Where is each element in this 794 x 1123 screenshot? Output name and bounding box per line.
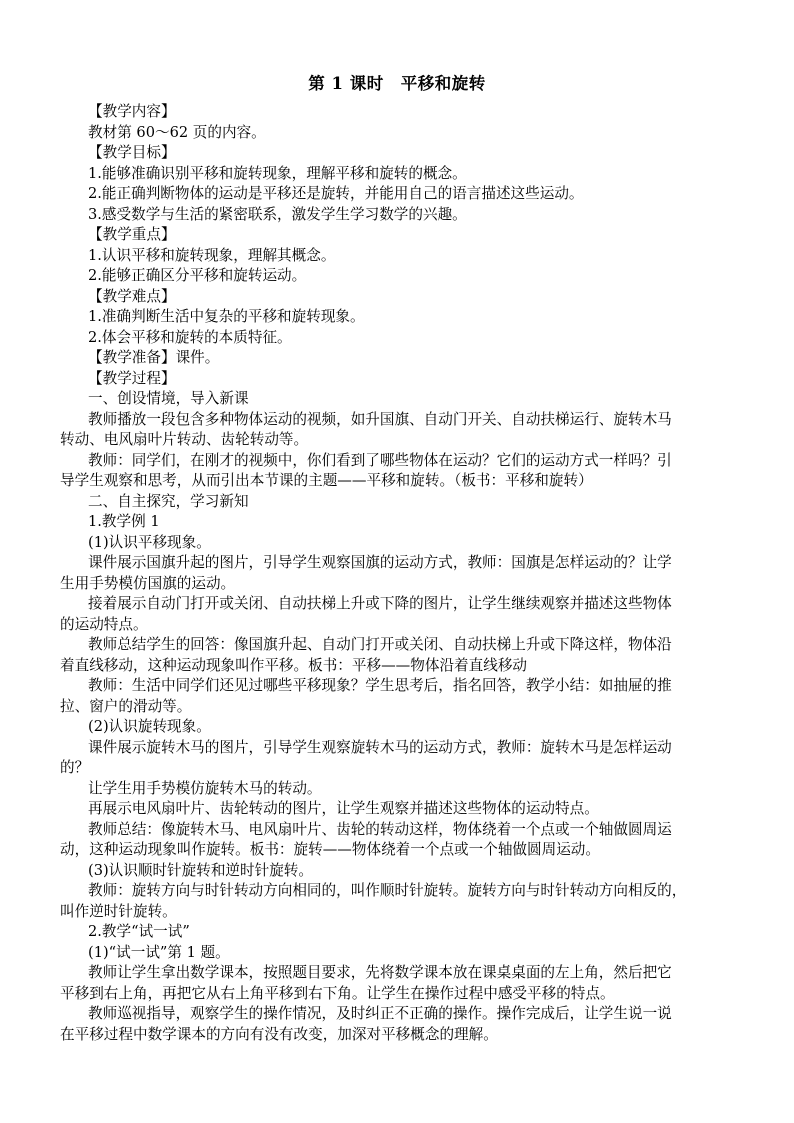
paragraph-line: 教师总结：像旋转木马、电风扇叶片、齿轮的转动这样，物体绕着一个点或一个轴做圆周运: [88, 820, 672, 838]
paragraph-line: 平移到右上角，再把它从右上角平移到右下角。让学生在操作过程中感受平移的特点。: [60, 984, 615, 1002]
heading-objectives: 【教学目标】: [88, 144, 176, 161]
subsection-heading: (2)认识旋转现象。: [88, 718, 211, 735]
key-point-item: 1.认识平移和旋转现象，理解其概念。: [88, 246, 336, 264]
section-heading: 一、创设情境，导入新课: [88, 390, 249, 407]
paragraph-line: 教师：旋转方向与时针转动方向相同的，叫作顺时针旋转。旋转方向与时针转动方向相反的，: [88, 882, 687, 899]
paragraph-line: 的？: [60, 759, 90, 776]
paragraph-line: 转动、电风扇叶片转动、齿轮转动等。: [60, 431, 309, 448]
lesson-body: [60, 102, 739, 1045]
paragraph-line: 着直线移动，这种运动现象叫作平移。板书：平移——物体沿着直线移动: [60, 656, 528, 674]
heading-difficulties: 【教学难点】: [88, 287, 176, 305]
paragraph-line: 教师：同学们，在刚才的视频中，你们看到了哪些物体在运动？它们的运动方式一样吗？引: [88, 451, 672, 469]
paragraph-line: 教师播放一段包含多种物体运动的视频，如升国旗、自动门开关、自动扶梯运行、旋转木马: [88, 410, 672, 428]
heading-process: 【教学过程】: [88, 369, 176, 387]
paragraph-line: 接着展示自动门打开或关闭、自动扶梯上升或下降的图片，让学生继续观察并描述这些物体: [88, 595, 672, 612]
paragraph-line: 教师总结学生的回答：像国旗升起、自动门打开或关闭、自动扶梯上升或下降这样，物体沿: [88, 636, 672, 653]
paragraph-line: 生用手势模仿国旗的运动。: [60, 574, 236, 592]
heading-content: 【教学内容】: [88, 103, 176, 120]
paragraph-line: 动，这种运动现象叫作旋转。板书：旋转——物体绕着一个点或一个轴做圆周运动。: [60, 841, 600, 858]
difficulty-item: 1.准确判断生活中复杂的平移和旋转现象。: [88, 308, 365, 325]
heading-preparation: 【教学准备】课件。: [88, 349, 220, 366]
paragraph-line: 教师巡视指导，观察学生的操作情况，及时纠正不正确的操作。操作完成后，让学生说一说: [88, 1005, 672, 1022]
paragraph-line: 教师：生活中同学们还见过哪些平移现象？学生思考后，指名回答，教学小结：如抽屉的推: [88, 677, 672, 694]
paragraph-line: 在平移过程中数学课本的方向有没有改变，加深对平移概念的理解。: [60, 1025, 498, 1043]
objective-item: 3.感受数学与生活的紧密联系，激发学生学习数学的兴趣。: [88, 205, 467, 223]
paragraph-line: 的运动特点。: [60, 615, 148, 633]
paragraph-line: 教材第 60～62 页的内容。: [88, 123, 266, 141]
difficulty-item: 2.体会平移和旋转的本质特征。: [88, 328, 292, 346]
paragraph-line: 课件展示国旗升起的图片，引导学生观察国旗的运动方式，教师：国旗是怎样运动的？让学: [88, 554, 672, 571]
section-heading: 二、自主探究，学习新知: [88, 492, 249, 510]
paragraph-line: 课件展示旋转木马的图片，引导学生观察旋转木马的运动方式，教师：旋转木马是怎样运动: [88, 738, 672, 756]
paragraph-line: 拉、窗户的滑动等。: [60, 697, 192, 715]
paragraph-line: 叫作逆时针旋转。: [60, 902, 177, 920]
subsection-heading: (1)“试一试”第 1 题。: [88, 943, 230, 961]
subsection-heading: (1)认识平移现象。: [88, 533, 211, 551]
subsection-heading: (3)认识顺时针旋转和逆时针旋转。: [88, 861, 313, 879]
objective-item: 1.能够准确识别平移和旋转现象，理解平移和旋转的概念。: [88, 164, 467, 182]
subsection-heading: 1.教学例 1: [88, 513, 160, 530]
paragraph-line: 导学生观察和思考，从而引出本节课的主题——平移和旋转。（板书：平移和旋转）: [60, 472, 593, 489]
key-point-item: 2.能够正确区分平移和旋转运动。: [88, 267, 307, 284]
paragraph-line: 让学生用手势模仿旋转木马的转动。: [88, 779, 322, 797]
lesson-title: 第 1 课时 平移和旋转: [308, 74, 486, 93]
heading-key-points: 【教学重点】: [88, 226, 176, 243]
paragraph-line: 再展示电风扇叶片、齿轮转动的图片，让学生观察并描述这些物体的运动特点。: [88, 800, 599, 817]
paragraph-line: 教师让学生拿出数学课本，按照题目要求，先将数学课本放在课桌桌面的左上角，然后把它: [88, 964, 672, 981]
objective-item: 2.能正确判断物体的运动是平移还是旋转，并能用自己的语言描述这些运动。: [88, 185, 584, 202]
subsection-heading: 2.教学“试一试”: [88, 923, 190, 940]
